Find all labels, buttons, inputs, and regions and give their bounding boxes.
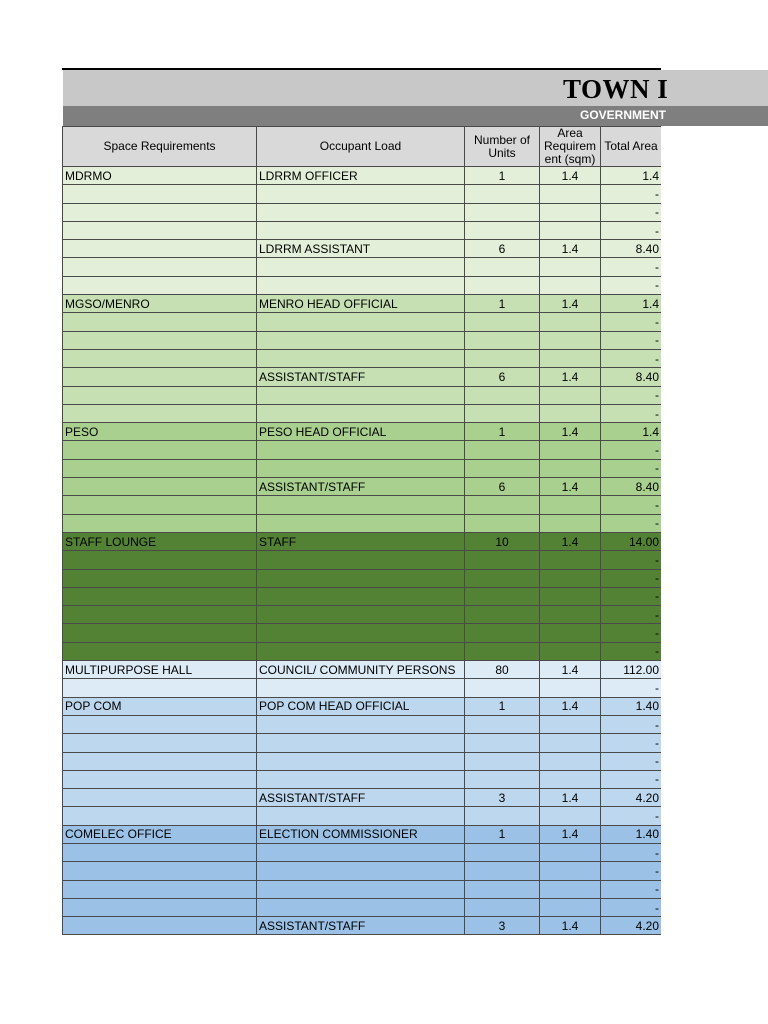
cell-number-of-units[interactable]: 1 (465, 825, 540, 843)
cell-occupant-load[interactable] (257, 862, 465, 880)
cell-area-requirement[interactable] (540, 459, 601, 477)
cell-space-requirement[interactable] (63, 441, 257, 459)
cell-space-requirement[interactable] (63, 569, 257, 587)
cell-number-of-units[interactable] (465, 715, 540, 733)
cell-area-requirement[interactable] (540, 862, 601, 880)
cell-number-of-units[interactable] (465, 807, 540, 825)
cell-total-area[interactable]: - (601, 258, 662, 276)
cell-space-requirement[interactable] (63, 276, 257, 294)
cell-number-of-units[interactable] (465, 514, 540, 532)
cell-area-requirement[interactable]: 1.4 (540, 661, 601, 679)
cell-area-requirement[interactable]: 1.4 (540, 368, 601, 386)
cell-total-area[interactable]: 1.40 (601, 825, 662, 843)
cell-total-area[interactable]: - (601, 404, 662, 422)
cell-occupant-load[interactable] (257, 770, 465, 788)
cell-area-requirement[interactable] (540, 679, 601, 697)
cell-occupant-load[interactable] (257, 898, 465, 916)
cell-number-of-units[interactable] (465, 587, 540, 605)
cell-total-area[interactable]: 1.40 (601, 697, 662, 715)
cell-number-of-units[interactable] (465, 752, 540, 770)
cell-area-requirement[interactable] (540, 276, 601, 294)
cell-space-requirement[interactable] (63, 862, 257, 880)
cell-number-of-units[interactable] (465, 843, 540, 861)
cell-area-requirement[interactable] (540, 715, 601, 733)
cell-occupant-load[interactable]: ASSISTANT/STAFF (257, 789, 465, 807)
cell-total-area[interactable]: - (601, 642, 662, 660)
cell-total-area[interactable]: - (601, 624, 662, 642)
cell-area-requirement[interactable] (540, 734, 601, 752)
cell-occupant-load[interactable]: STAFF (257, 532, 465, 550)
top-border (62, 68, 661, 70)
table-body (63, 167, 662, 935)
cell-number-of-units[interactable]: 80 (465, 661, 540, 679)
cell-area-requirement[interactable]: 1.4 (540, 478, 601, 496)
cell-space-requirement[interactable] (63, 496, 257, 514)
cell-number-of-units[interactable] (465, 862, 540, 880)
cell-occupant-load[interactable] (257, 587, 465, 605)
cell-area-requirement[interactable] (540, 349, 601, 367)
table-row (63, 898, 662, 916)
cell-occupant-load[interactable] (257, 496, 465, 514)
table-row (63, 258, 662, 276)
cell-area-requirement[interactable] (540, 441, 601, 459)
cell-area-requirement[interactable]: 1.4 (540, 532, 601, 550)
cell-space-requirement[interactable]: POP COM (63, 697, 257, 715)
cell-area-requirement[interactable]: 1.4 (540, 295, 601, 313)
table-row (63, 862, 662, 880)
cell-total-area[interactable]: - (601, 679, 662, 697)
cell-occupant-load[interactable] (257, 642, 465, 660)
table-row (63, 185, 662, 203)
cell-space-requirement[interactable] (63, 843, 257, 861)
table-row (63, 459, 662, 477)
cell-space-requirement[interactable] (63, 404, 257, 422)
sheet-right-margin (661, 126, 768, 946)
cell-total-area[interactable]: - (601, 569, 662, 587)
cell-occupant-load[interactable] (257, 404, 465, 422)
cell-total-area[interactable]: - (601, 496, 662, 514)
table-row (63, 807, 662, 825)
cell-total-area[interactable]: 14.00 (601, 532, 662, 550)
cell-occupant-load[interactable] (257, 514, 465, 532)
cell-space-requirement[interactable]: MGSO/MENRO (63, 295, 257, 313)
cell-total-area[interactable]: - (601, 807, 662, 825)
cell-occupant-load[interactable] (257, 349, 465, 367)
cell-space-requirement[interactable] (63, 459, 257, 477)
sheet-subtitle: GOVERNMENT (580, 108, 667, 122)
cell-total-area[interactable]: - (601, 752, 662, 770)
cell-space-requirement[interactable] (63, 770, 257, 788)
cell-space-requirement[interactable] (63, 752, 257, 770)
cell-number-of-units[interactable] (465, 459, 540, 477)
cell-occupant-load[interactable] (257, 624, 465, 642)
cell-number-of-units[interactable]: 6 (465, 478, 540, 496)
table-row (63, 404, 662, 422)
cell-total-area[interactable]: 1.4 (601, 167, 662, 185)
cell-area-requirement[interactable] (540, 514, 601, 532)
cell-area-requirement[interactable]: 1.4 (540, 789, 601, 807)
cell-total-area[interactable]: - (601, 221, 662, 239)
cell-number-of-units[interactable] (465, 203, 540, 221)
cell-space-requirement[interactable] (63, 368, 257, 386)
table-row (63, 514, 662, 532)
cell-occupant-load[interactable] (257, 459, 465, 477)
cell-total-area[interactable]: - (601, 843, 662, 861)
cell-number-of-units[interactable]: 6 (465, 240, 540, 258)
cell-space-requirement[interactable] (63, 551, 257, 569)
cell-occupant-load[interactable]: ASSISTANT/STAFF (257, 368, 465, 386)
cell-number-of-units[interactable] (465, 679, 540, 697)
cell-space-requirement[interactable] (63, 624, 257, 642)
cell-space-requirement[interactable]: MULTIPURPOSE HALL (63, 661, 257, 679)
cell-total-area[interactable]: - (601, 514, 662, 532)
cell-occupant-load[interactable] (257, 679, 465, 697)
cell-occupant-load[interactable] (257, 203, 465, 221)
cell-space-requirement[interactable] (63, 331, 257, 349)
cell-space-requirement[interactable] (63, 478, 257, 496)
cell-space-requirement[interactable] (63, 789, 257, 807)
cell-area-requirement[interactable]: 1.4 (540, 423, 601, 441)
table-row (63, 917, 662, 935)
cell-space-requirement[interactable] (63, 917, 257, 935)
cell-number-of-units[interactable] (465, 496, 540, 514)
cell-occupant-load[interactable] (257, 843, 465, 861)
cell-area-requirement[interactable] (540, 331, 601, 349)
cell-total-area[interactable]: - (601, 898, 662, 916)
table-row (63, 532, 662, 550)
cell-space-requirement[interactable] (63, 185, 257, 203)
table-row (63, 295, 662, 313)
cell-total-area[interactable]: - (601, 606, 662, 624)
table-row (63, 587, 662, 605)
cell-occupant-load[interactable] (257, 276, 465, 294)
cell-space-requirement[interactable] (63, 203, 257, 221)
cell-area-requirement[interactable] (540, 624, 601, 642)
cell-total-area[interactable]: - (601, 734, 662, 752)
cell-area-requirement[interactable] (540, 770, 601, 788)
cell-total-area[interactable]: 8.40 (601, 478, 662, 496)
cell-total-area[interactable]: 1.4 (601, 295, 662, 313)
cell-total-area[interactable]: - (601, 441, 662, 459)
cell-number-of-units[interactable] (465, 349, 540, 367)
cell-total-area[interactable]: - (601, 185, 662, 203)
cell-area-requirement[interactable] (540, 404, 601, 422)
header-row (63, 127, 662, 167)
cell-total-area[interactable]: - (601, 386, 662, 404)
cell-area-requirement[interactable] (540, 551, 601, 569)
title-band (63, 70, 768, 106)
table-row (63, 569, 662, 587)
table-row (63, 386, 662, 404)
table-row (63, 478, 662, 496)
cell-number-of-units[interactable] (465, 331, 540, 349)
sheet-title: TOWN I (563, 74, 669, 104)
cell-occupant-load[interactable]: COUNCIL/ COMMUNITY PERSONS (257, 661, 465, 679)
table-row (63, 642, 662, 660)
cell-occupant-load[interactable]: POP COM HEAD OFFICIAL (257, 697, 465, 715)
cell-space-requirement[interactable] (63, 386, 257, 404)
cell-space-requirement[interactable]: COMELEC OFFICE (63, 825, 257, 843)
table-row (63, 624, 662, 642)
cell-area-requirement[interactable] (540, 807, 601, 825)
table-row (63, 880, 662, 898)
cell-occupant-load[interactable] (257, 606, 465, 624)
cell-total-area[interactable]: - (601, 551, 662, 569)
cell-number-of-units[interactable] (465, 880, 540, 898)
cell-occupant-load[interactable] (257, 331, 465, 349)
table-row (63, 789, 662, 807)
cell-occupant-load[interactable] (257, 185, 465, 203)
table-row (63, 752, 662, 770)
cell-total-area[interactable]: - (601, 349, 662, 367)
cell-number-of-units[interactable] (465, 770, 540, 788)
cell-area-requirement[interactable]: 1.4 (540, 167, 601, 185)
cell-space-requirement[interactable]: PESO (63, 423, 257, 441)
cell-number-of-units[interactable] (465, 185, 540, 203)
cell-total-area[interactable]: 112.00 (601, 661, 662, 679)
header-number-of-units[interactable]: Number of Units (465, 127, 540, 167)
table-row (63, 496, 662, 514)
header-area-requirement[interactable]: Area Requirem ent (sqm) (540, 127, 601, 167)
cell-occupant-load[interactable] (257, 880, 465, 898)
cell-area-requirement[interactable]: 1.4 (540, 240, 601, 258)
cell-number-of-units[interactable] (465, 313, 540, 331)
cell-total-area[interactable]: - (601, 880, 662, 898)
cell-area-requirement[interactable] (540, 752, 601, 770)
space-requirements-table (62, 126, 662, 935)
cell-number-of-units[interactable] (465, 624, 540, 642)
cell-area-requirement[interactable] (540, 843, 601, 861)
header-total-area[interactable]: Total Area (601, 127, 662, 167)
cell-area-requirement[interactable] (540, 221, 601, 239)
cell-number-of-units[interactable] (465, 734, 540, 752)
cell-number-of-units[interactable] (465, 276, 540, 294)
cell-occupant-load[interactable]: ASSISTANT/STAFF (257, 478, 465, 496)
cell-total-area[interactable]: - (601, 587, 662, 605)
cell-occupant-load[interactable] (257, 386, 465, 404)
cell-number-of-units[interactable] (465, 386, 540, 404)
cell-number-of-units[interactable] (465, 642, 540, 660)
cell-space-requirement[interactable]: MDRMO (63, 167, 257, 185)
cell-space-requirement[interactable] (63, 349, 257, 367)
cell-occupant-load[interactable]: ASSISTANT/STAFF (257, 917, 465, 935)
cell-number-of-units[interactable]: 3 (465, 789, 540, 807)
cell-space-requirement[interactable]: STAFF LOUNGE (63, 532, 257, 550)
cell-space-requirement[interactable] (63, 898, 257, 916)
cell-occupant-load[interactable] (257, 551, 465, 569)
cell-area-requirement[interactable]: 1.4 (540, 825, 601, 843)
cell-number-of-units[interactable]: 1 (465, 423, 540, 441)
header-space-requirements[interactable]: Space Requirements (63, 127, 257, 167)
cell-space-requirement[interactable] (63, 221, 257, 239)
cell-number-of-units[interactable]: 6 (465, 368, 540, 386)
cell-occupant-load[interactable] (257, 313, 465, 331)
cell-occupant-load[interactable]: PESO HEAD OFFICIAL (257, 423, 465, 441)
cell-area-requirement[interactable] (540, 880, 601, 898)
cell-occupant-load[interactable] (257, 715, 465, 733)
cell-area-requirement[interactable] (540, 185, 601, 203)
cell-space-requirement[interactable] (63, 514, 257, 532)
cell-occupant-load[interactable] (257, 807, 465, 825)
table-row (63, 661, 662, 679)
cell-space-requirement[interactable] (63, 606, 257, 624)
cell-number-of-units[interactable] (465, 551, 540, 569)
cell-total-area[interactable]: - (601, 313, 662, 331)
cell-number-of-units[interactable] (465, 606, 540, 624)
cell-space-requirement[interactable] (63, 313, 257, 331)
table-row (63, 697, 662, 715)
cell-area-requirement[interactable] (540, 569, 601, 587)
table-row (63, 770, 662, 788)
cell-number-of-units[interactable] (465, 258, 540, 276)
header-occupant-load[interactable]: Occupant Load (257, 127, 465, 167)
cell-occupant-load[interactable] (257, 221, 465, 239)
cell-space-requirement[interactable] (63, 587, 257, 605)
cell-total-area[interactable]: - (601, 862, 662, 880)
cell-area-requirement[interactable] (540, 496, 601, 514)
cell-space-requirement[interactable] (63, 734, 257, 752)
cell-number-of-units[interactable] (465, 898, 540, 916)
cell-space-requirement[interactable] (63, 679, 257, 697)
subtitle-band (63, 106, 768, 126)
table-row (63, 551, 662, 569)
cell-area-requirement[interactable] (540, 258, 601, 276)
table-row (63, 441, 662, 459)
cell-number-of-units[interactable] (465, 221, 540, 239)
table-row (63, 843, 662, 861)
cell-total-area[interactable]: 4.20 (601, 789, 662, 807)
cell-area-requirement[interactable] (540, 642, 601, 660)
cell-space-requirement[interactable] (63, 715, 257, 733)
cell-area-requirement[interactable] (540, 313, 601, 331)
cell-total-area[interactable]: 1.4 (601, 423, 662, 441)
table-row (63, 349, 662, 367)
cell-space-requirement[interactable] (63, 240, 257, 258)
cell-total-area[interactable]: 4.20 (601, 917, 662, 935)
cell-space-requirement[interactable] (63, 807, 257, 825)
cell-occupant-load[interactable] (257, 569, 465, 587)
table-row (63, 423, 662, 441)
cell-number-of-units[interactable]: 1 (465, 697, 540, 715)
table-row (63, 825, 662, 843)
cell-total-area[interactable]: - (601, 770, 662, 788)
cell-occupant-load[interactable] (257, 752, 465, 770)
cell-occupant-load[interactable]: ELECTION COMMISSIONER (257, 825, 465, 843)
cell-total-area[interactable]: - (601, 331, 662, 349)
table-row (63, 221, 662, 239)
table-row (63, 331, 662, 349)
table-row (63, 313, 662, 331)
cell-area-requirement[interactable] (540, 898, 601, 916)
cell-occupant-load[interactable] (257, 258, 465, 276)
cell-total-area[interactable]: - (601, 276, 662, 294)
table-row (63, 276, 662, 294)
cell-number-of-units[interactable] (465, 569, 540, 587)
table-row (63, 203, 662, 221)
cell-number-of-units[interactable]: 3 (465, 917, 540, 935)
table-row (63, 679, 662, 697)
cell-space-requirement[interactable] (63, 642, 257, 660)
cell-total-area[interactable]: - (601, 715, 662, 733)
cell-number-of-units[interactable]: 10 (465, 532, 540, 550)
cell-area-requirement[interactable]: 1.4 (540, 917, 601, 935)
cell-area-requirement[interactable]: 1.4 (540, 697, 601, 715)
cell-total-area[interactable]: - (601, 459, 662, 477)
cell-number-of-units[interactable] (465, 404, 540, 422)
table-row (63, 715, 662, 733)
cell-occupant-load[interactable] (257, 441, 465, 459)
cell-total-area[interactable]: - (601, 203, 662, 221)
table-row (63, 606, 662, 624)
cell-occupant-load[interactable]: LDRRM ASSISTANT (257, 240, 465, 258)
cell-number-of-units[interactable]: 1 (465, 167, 540, 185)
cell-occupant-load[interactable]: MENRO HEAD OFFICIAL (257, 295, 465, 313)
cell-occupant-load[interactable] (257, 734, 465, 752)
cell-occupant-load[interactable]: LDRRM OFFICER (257, 167, 465, 185)
cell-total-area[interactable]: 8.40 (601, 240, 662, 258)
cell-area-requirement[interactable] (540, 606, 601, 624)
cell-area-requirement[interactable] (540, 587, 601, 605)
table-row (63, 368, 662, 386)
table-row (63, 167, 662, 185)
cell-space-requirement[interactable] (63, 258, 257, 276)
cell-area-requirement[interactable] (540, 386, 601, 404)
cell-number-of-units[interactable]: 1 (465, 295, 540, 313)
cell-space-requirement[interactable] (63, 880, 257, 898)
table-row (63, 734, 662, 752)
cell-total-area[interactable]: 8.40 (601, 368, 662, 386)
cell-number-of-units[interactable] (465, 441, 540, 459)
table-row (63, 240, 662, 258)
cell-area-requirement[interactable] (540, 203, 601, 221)
